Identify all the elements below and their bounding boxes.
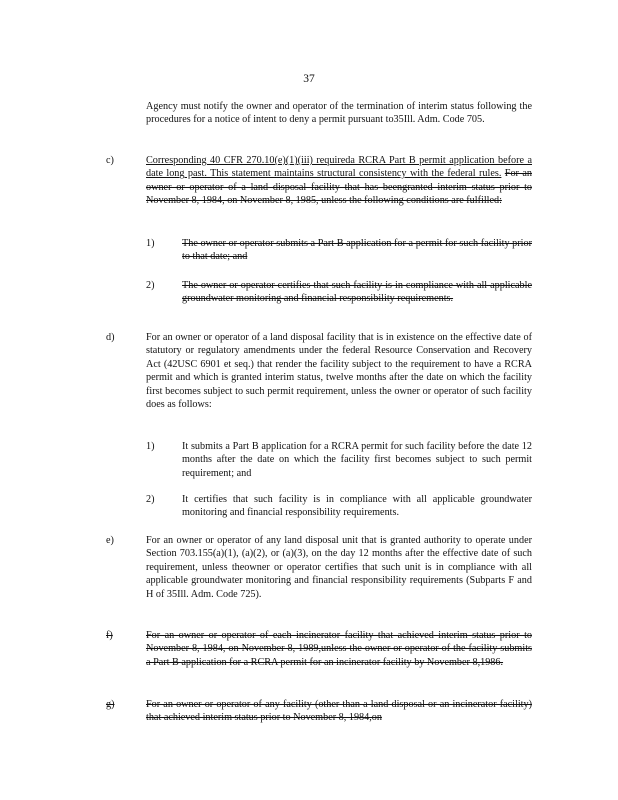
- section-c-item-2-text: The owner or operator certifies that such facility is in compliance with all applicable groundwater monitoring and financial responsibility requirements.: [182, 280, 532, 305]
- section-f-text: For an owner or operator of each incinerator facility that achieved interim status prior to November 8, 1984, on November 8, 1989,unless the owner or operator of the facility submits a Part B application for a RCRA permit for an incinerator facility by November 8,1986.: [146, 630, 532, 668]
- section-d-text: For an owner or operator of a land disposal facility that is in existence on the effective date of statutory or regulatory amendments under the federal Resource Conservation and Recovery Act (42USC 6901 et seq.) that render the facility subject to the requirement to have a RCRA permit and which is granted interim status, twelve months after the date on which the facility first becomes subject to such permit requirement, unless the owner or operator of such facility does as follows:: [146, 332, 532, 411]
- section-d-item-1-text: It submits a Part B application for a RCRA permit for such facility before the date 12 months after the date on which the facility first becomes subject to such permit requirement; and: [182, 441, 532, 479]
- page-number: 37: [303, 73, 315, 85]
- section-c-text: [146, 154, 532, 208]
- section-c-item-1-label: 1): [146, 238, 155, 249]
- section-g-label: g): [106, 699, 115, 710]
- section-c-struck-text: For an owner or operator of a land disposal facility that has beengranted interim status prior to November 8, 1984, on November 8, 1985, unless the following conditions are fulfilled:: [146, 168, 532, 207]
- section-d-label: d): [106, 332, 115, 343]
- section-f-label: f): [106, 630, 113, 641]
- section-e-label: e): [106, 535, 114, 546]
- section-g-text: For an owner or operator of any facility (other than a land disposal or an incinerator facility) that achieved interim status prior to November 8, 1984,on: [146, 699, 532, 724]
- section-c-item-1-text: The owner or operator submits a Part B application for a permit for such facility prior to that date; and: [182, 238, 532, 263]
- section-c-label: c): [106, 155, 114, 166]
- section-d-item-2-text: It certifies that such facility is in compliance with all applicable groundwater monitoring and financial responsibility requirements.: [182, 494, 532, 519]
- section-d-item-1-label: 1): [146, 441, 155, 452]
- section-c-item-2-label: 2): [146, 280, 155, 291]
- intro-paragraph: Agency must notify the owner and operator of the termination of interim status following the procedures for a notice of intent to deny a permit pursuant to35Ill. Adm. Code 705.: [146, 101, 532, 126]
- section-c-underlined-text: Corresponding 40 CFR 270.10(e)(1)(iii) requireda RCRA Part B permit application before a date long past. This statement maintains structural consistency with the federal rules.: [146, 155, 532, 180]
- section-d-item-2-label: 2): [146, 494, 155, 505]
- section-e-text: For an owner or operator of any land disposal unit that is granted authority to operate under Section 703.155(a)(1), (a)(2), or (a)(3), on the day 12 months after the effective date of such requirement, unless theowner or operator certifies that such unit is in compliance with all applicable groundwater monitoring and financial responsibility requirements (Subparts F and H of 35Ill. Adm. Code 725).: [146, 535, 532, 600]
